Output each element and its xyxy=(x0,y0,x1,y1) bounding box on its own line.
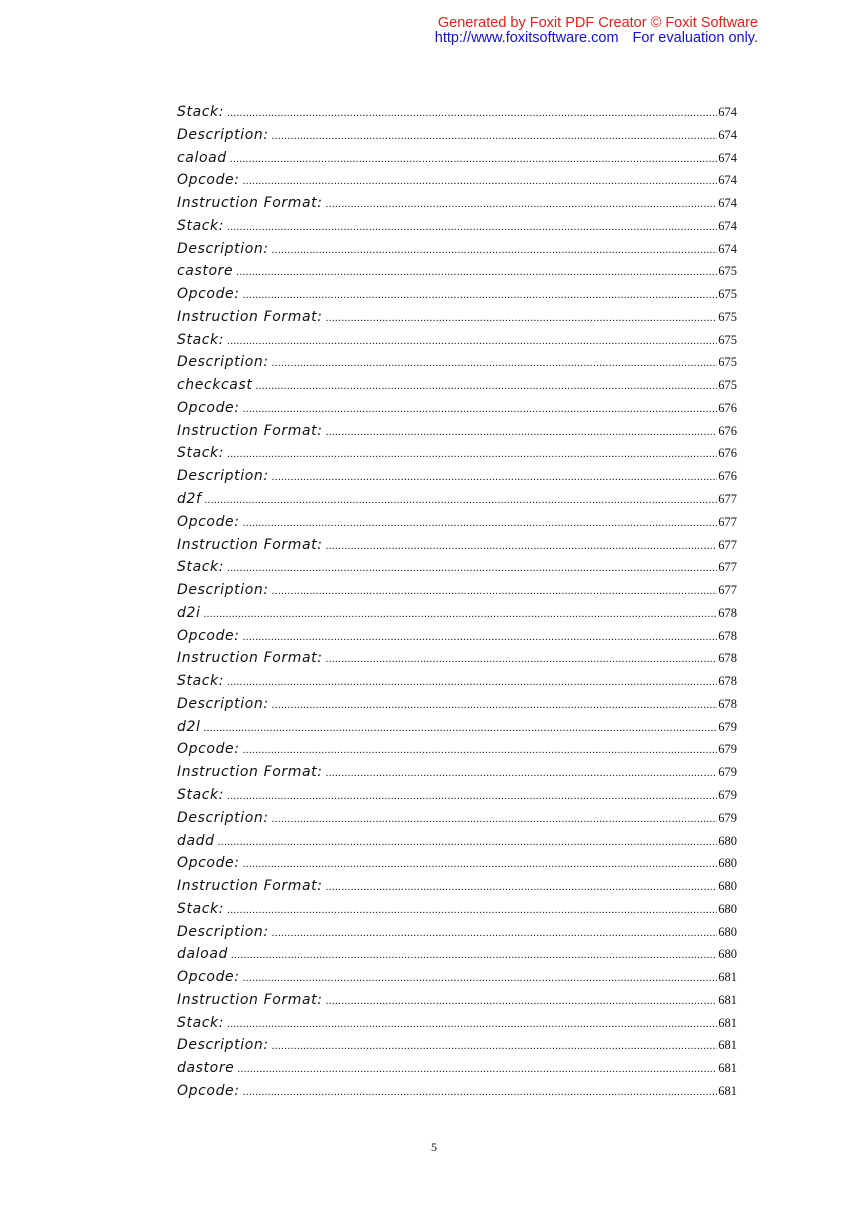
toc-entry-page: 681 xyxy=(718,1038,737,1053)
toc-entry[interactable] xyxy=(177,764,737,787)
toc-entry-label: Instruction Format: xyxy=(177,764,323,781)
dot-leader xyxy=(326,540,718,552)
toc-entry-label: Description: xyxy=(177,240,269,257)
dot-leader xyxy=(236,266,717,278)
dot-leader xyxy=(243,517,718,529)
dot-leader xyxy=(243,972,718,984)
watermark-url-link[interactable]: http://www.foxitsoftware.com xyxy=(434,30,619,46)
toc-entry-label: Opcode: xyxy=(177,513,240,530)
toc-entry-page: 676 xyxy=(718,446,737,461)
toc-entry-label: Description: xyxy=(177,923,269,940)
toc-entry-page: 679 xyxy=(718,810,737,825)
toc-entry[interactable] xyxy=(177,195,737,218)
toc-entry-label: dastore xyxy=(177,1060,235,1077)
dot-leader xyxy=(272,927,718,939)
toc-entry[interactable] xyxy=(177,445,737,468)
toc-entry-page: 681 xyxy=(718,1015,737,1030)
dot-leader xyxy=(227,221,717,233)
toc-entry-page: 675 xyxy=(718,309,737,324)
dot-leader xyxy=(227,676,717,688)
toc-entry[interactable] xyxy=(177,423,737,446)
toc-entry[interactable] xyxy=(177,377,737,400)
toc-entry-page: 677 xyxy=(718,560,737,575)
dot-leader xyxy=(272,1040,718,1052)
dot-leader xyxy=(243,744,718,756)
toc-entry-label: Opcode: xyxy=(177,855,240,872)
toc-entry[interactable] xyxy=(177,946,737,969)
toc-entry-label: Instruction Format: xyxy=(177,878,323,895)
toc-entry-page: 676 xyxy=(718,400,737,415)
toc-entry-page: 678 xyxy=(718,674,737,689)
toc-entry-label: Opcode: xyxy=(177,627,240,644)
toc-entry-label: Opcode: xyxy=(177,741,240,758)
toc-entry[interactable] xyxy=(177,833,737,856)
toc-entry-label: Description: xyxy=(177,468,269,485)
dot-leader xyxy=(272,699,718,711)
toc-entry[interactable] xyxy=(177,924,737,947)
toc-entry[interactable] xyxy=(177,332,737,355)
toc-entry-label: checkcast xyxy=(177,377,253,394)
toc-entry-page: 674 xyxy=(718,150,737,165)
toc-entry[interactable] xyxy=(177,878,737,901)
toc-entry-label: Instruction Format: xyxy=(177,195,323,212)
toc-entry-label: Stack: xyxy=(177,900,225,917)
dot-leader xyxy=(243,289,718,301)
toc-entry-label: Opcode: xyxy=(177,172,240,189)
toc-entry-page: 677 xyxy=(718,492,737,507)
toc-entry[interactable] xyxy=(177,810,737,833)
toc-entry-page: 678 xyxy=(718,651,737,666)
toc-entry-page: 677 xyxy=(718,514,737,529)
toc-entry-page: 680 xyxy=(718,924,737,939)
dot-leader xyxy=(272,357,718,369)
dot-leader xyxy=(326,995,718,1007)
toc-entry[interactable] xyxy=(177,218,737,241)
toc-entry[interactable] xyxy=(177,241,737,264)
foxit-watermark xyxy=(435,16,758,46)
watermark-line-2 xyxy=(435,31,758,46)
toc-entry[interactable] xyxy=(177,628,737,651)
toc-entry-label: d2f xyxy=(177,491,202,508)
toc-entry[interactable] xyxy=(177,286,737,309)
dot-leader xyxy=(272,585,718,597)
toc-entry[interactable] xyxy=(177,673,737,696)
dot-leader xyxy=(326,653,718,665)
toc-entry[interactable] xyxy=(177,1015,737,1038)
dot-leader xyxy=(243,403,718,415)
toc-entry[interactable] xyxy=(177,468,737,491)
dot-leader xyxy=(231,949,717,961)
toc-entry[interactable] xyxy=(177,514,737,537)
dot-leader xyxy=(272,813,718,825)
toc-entry-page: 681 xyxy=(718,970,737,985)
toc-entry-label: Instruction Format: xyxy=(177,308,323,325)
toc-entry[interactable] xyxy=(177,559,737,582)
dot-leader xyxy=(227,790,717,802)
dot-leader xyxy=(227,562,717,574)
toc-entry-page: 679 xyxy=(718,742,737,757)
watermark-note: For evaluation only. xyxy=(632,30,758,46)
toc-entry-label: Instruction Format: xyxy=(177,991,323,1008)
toc-entry-page: 675 xyxy=(718,332,737,347)
toc-entry-label: d2l xyxy=(177,718,201,735)
toc-entry[interactable] xyxy=(177,969,737,992)
toc-entry[interactable] xyxy=(177,1037,737,1060)
toc-entry-page: 674 xyxy=(718,241,737,256)
toc-entry-label: Description: xyxy=(177,354,269,371)
dot-leader xyxy=(230,153,717,165)
toc-entry-label: daload xyxy=(177,946,228,963)
toc-entry-page: 681 xyxy=(718,992,737,1007)
toc-entry-label: Stack: xyxy=(177,1014,225,1031)
toc-entry[interactable] xyxy=(177,150,737,173)
dot-leader xyxy=(203,608,717,620)
dot-leader xyxy=(227,448,717,460)
toc-entry-label: Stack: xyxy=(177,445,225,462)
dot-leader xyxy=(227,335,717,347)
toc-entry-label: Stack: xyxy=(177,559,225,576)
dot-leader xyxy=(272,244,718,256)
toc-entry[interactable] xyxy=(177,172,737,195)
toc-entry-page: 680 xyxy=(718,879,737,894)
toc-entry-label: caload xyxy=(177,149,227,166)
toc-entry[interactable] xyxy=(177,354,737,377)
toc-entry-label: Opcode: xyxy=(177,969,240,986)
dot-leader xyxy=(243,175,718,187)
dot-leader xyxy=(326,312,718,324)
dot-leader xyxy=(218,836,718,848)
toc-entry-label: dadd xyxy=(177,832,215,849)
toc-entry-page: 678 xyxy=(718,628,737,643)
toc-entry[interactable] xyxy=(177,901,737,924)
toc-entry-label: Instruction Format: xyxy=(177,650,323,667)
toc-entry-page: 677 xyxy=(718,537,737,552)
toc-entry-page: 678 xyxy=(718,696,737,711)
toc-entry-page: 679 xyxy=(718,765,737,780)
dot-leader xyxy=(205,494,718,506)
dot-leader xyxy=(326,767,718,779)
dot-leader xyxy=(227,107,717,119)
dot-leader xyxy=(272,130,718,142)
toc-entry[interactable] xyxy=(177,650,737,673)
table-of-contents xyxy=(177,104,737,1106)
dot-leader xyxy=(255,380,717,392)
toc-entry-label: Description: xyxy=(177,809,269,826)
toc-entry-label: castore xyxy=(177,263,234,280)
toc-entry[interactable] xyxy=(177,605,737,628)
toc-entry-page: 674 xyxy=(718,173,737,188)
toc-entry-page: 680 xyxy=(718,856,737,871)
toc-entry-label: Opcode: xyxy=(177,399,240,416)
toc-entry-page: 679 xyxy=(718,787,737,802)
toc-entry-page: 674 xyxy=(718,105,737,119)
toc-entry-label: Description: xyxy=(177,126,269,143)
watermark-line-1: Generated by Foxit PDF Creator © Foxit Software xyxy=(437,15,758,31)
toc-entry-label: Description: xyxy=(177,695,269,712)
toc-entry-page: 675 xyxy=(718,355,737,370)
dot-leader xyxy=(243,858,718,870)
toc-entry-label: Stack: xyxy=(177,217,225,234)
toc-entry-label: Opcode: xyxy=(177,286,240,303)
toc-entry-label: Opcode: xyxy=(177,1082,240,1099)
toc-entry-page: 680 xyxy=(718,833,737,848)
dot-leader xyxy=(243,631,718,643)
toc-entry-page: 676 xyxy=(718,469,737,484)
toc-entry-page: 681 xyxy=(718,1083,737,1098)
toc-entry-page: 676 xyxy=(718,423,737,438)
toc-entry-label: Stack: xyxy=(177,331,225,348)
toc-entry[interactable] xyxy=(177,263,737,286)
toc-entry-page: 678 xyxy=(718,605,737,620)
toc-entry[interactable] xyxy=(177,1083,737,1106)
toc-entry[interactable] xyxy=(177,309,737,332)
toc-entry[interactable] xyxy=(177,582,737,605)
toc-entry-label: Stack: xyxy=(177,673,225,690)
toc-entry[interactable] xyxy=(177,741,737,764)
dot-leader xyxy=(326,198,718,210)
toc-entry[interactable] xyxy=(177,491,737,514)
toc-entry-page: 681 xyxy=(718,1061,737,1076)
toc-entry-page: 675 xyxy=(718,287,737,302)
dot-leader xyxy=(227,904,717,916)
dot-leader xyxy=(272,471,718,483)
toc-entry-page: 674 xyxy=(718,218,737,233)
dot-leader xyxy=(243,1086,718,1098)
toc-entry[interactable] xyxy=(177,855,737,878)
toc-entry[interactable] xyxy=(177,537,737,560)
dot-leader xyxy=(326,881,718,893)
toc-entry-page: 674 xyxy=(718,196,737,211)
toc-entry-label: Stack: xyxy=(177,786,225,803)
toc-entry-label: Stack: xyxy=(177,104,225,120)
toc-entry-page: 680 xyxy=(718,901,737,916)
toc-entry-label: Description: xyxy=(177,1037,269,1054)
toc-entry-label: Instruction Format: xyxy=(177,422,323,439)
toc-entry-label: d2i xyxy=(177,604,201,621)
dot-leader xyxy=(326,426,718,438)
dot-leader xyxy=(227,1018,717,1030)
toc-entry-label: Description: xyxy=(177,582,269,599)
toc-entry[interactable] xyxy=(177,719,737,742)
toc-entry[interactable] xyxy=(177,787,737,810)
dot-leader xyxy=(237,1063,717,1075)
toc-entry-page: 675 xyxy=(718,378,737,393)
toc-entry[interactable] xyxy=(177,696,737,719)
toc-entry[interactable] xyxy=(177,104,737,127)
toc-entry[interactable] xyxy=(177,1060,737,1083)
toc-entry-page: 679 xyxy=(718,719,737,734)
page-number: 5 xyxy=(431,1140,437,1154)
toc-entry-page: 680 xyxy=(718,947,737,962)
toc-entry[interactable] xyxy=(177,992,737,1015)
toc-entry-page: 674 xyxy=(718,127,737,142)
toc-entry-page: 677 xyxy=(718,583,737,598)
toc-entry[interactable] xyxy=(177,400,737,423)
toc-entry-page: 675 xyxy=(718,264,737,279)
toc-entry-label: Instruction Format: xyxy=(177,536,323,553)
toc-entry[interactable] xyxy=(177,127,737,150)
dot-leader xyxy=(203,722,717,734)
